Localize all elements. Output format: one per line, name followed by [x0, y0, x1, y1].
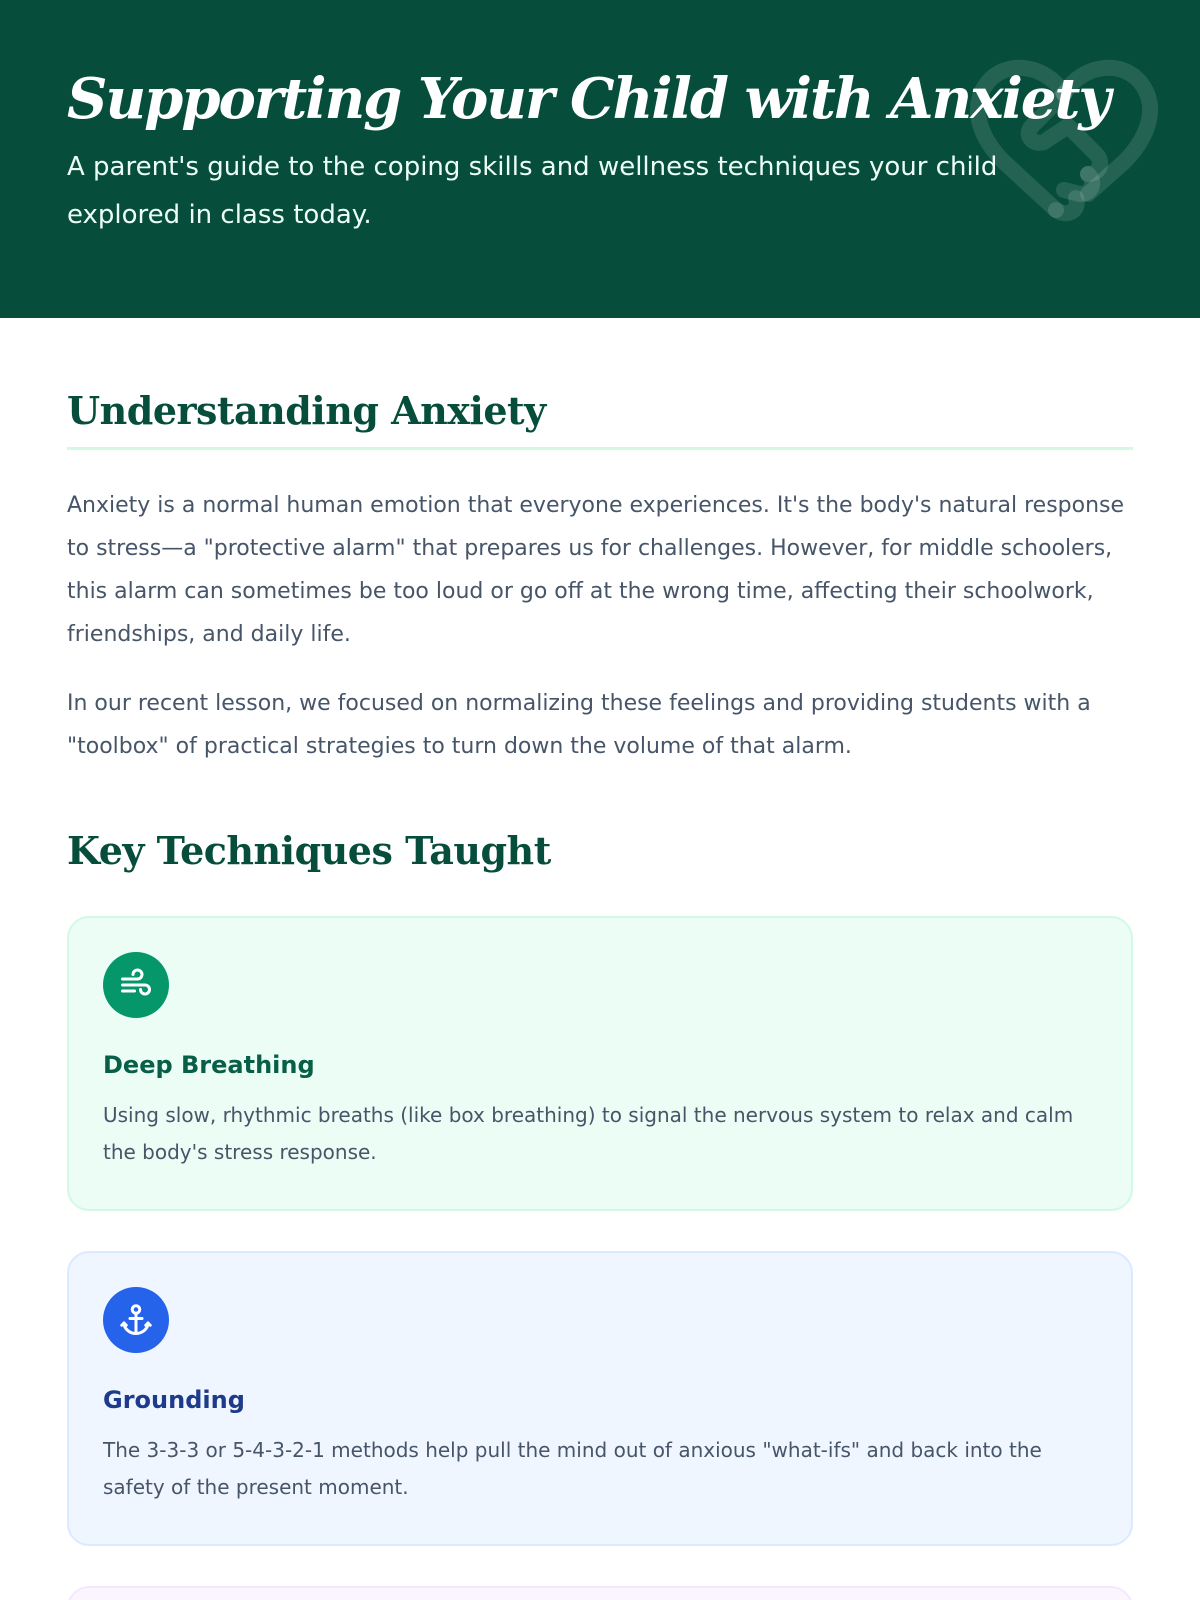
main-content: [0, 318, 1200, 1600]
card-description: Using slow, rhythmic breaths (like box breathing) to signal the nervous system to relax and calm the body's stress response.: [103, 1102, 1074, 1164]
card-title: Deep Breathing: [103, 1050, 315, 1079]
page-subtitle: A parent's guide to the coping skills and wellness techniques your child explored in class today.: [67, 152, 998, 231]
understanding-paragraph: In our recent lesson, we focused on normalizing these feelings and providing students with a "toolbox" of practical strategies to turn down the volume of that alarm.: [67, 691, 1091, 760]
anchor-icon: [103, 1287, 169, 1353]
page-header: [0, 0, 1200, 318]
technique-card-grounding: [67, 1251, 1133, 1546]
understanding-section: [67, 386, 1133, 768]
section-title-techniques: Key Techniques Taught: [67, 828, 551, 874]
page-title: Supporting Your Child with Anxiety: [67, 66, 1109, 132]
wind-icon: [103, 952, 169, 1018]
technique-card-deep-breathing: [67, 916, 1133, 1211]
card-description: The 3-3-3 or 5-4-3-2-1 methods help pull the mind out of anxious "what-ifs" and back into the safety of the present moment.: [103, 1438, 1042, 1500]
card-title: Grounding: [103, 1385, 245, 1414]
understanding-paragraph: Anxiety is a normal human emotion that everyone experiences. It's the body's natural response to stress—a "protective alarm" that prepares us for challenges. However, for middle schoolers, this alarm can sometimes be too loud or go off at the wrong time, affecting their schoolwork, friendships, and daily life.: [67, 493, 1125, 648]
technique-card-partial: [67, 1586, 1133, 1600]
techniques-section: [67, 826, 1133, 1600]
section-title-understanding: Understanding Anxiety: [67, 386, 1133, 450]
